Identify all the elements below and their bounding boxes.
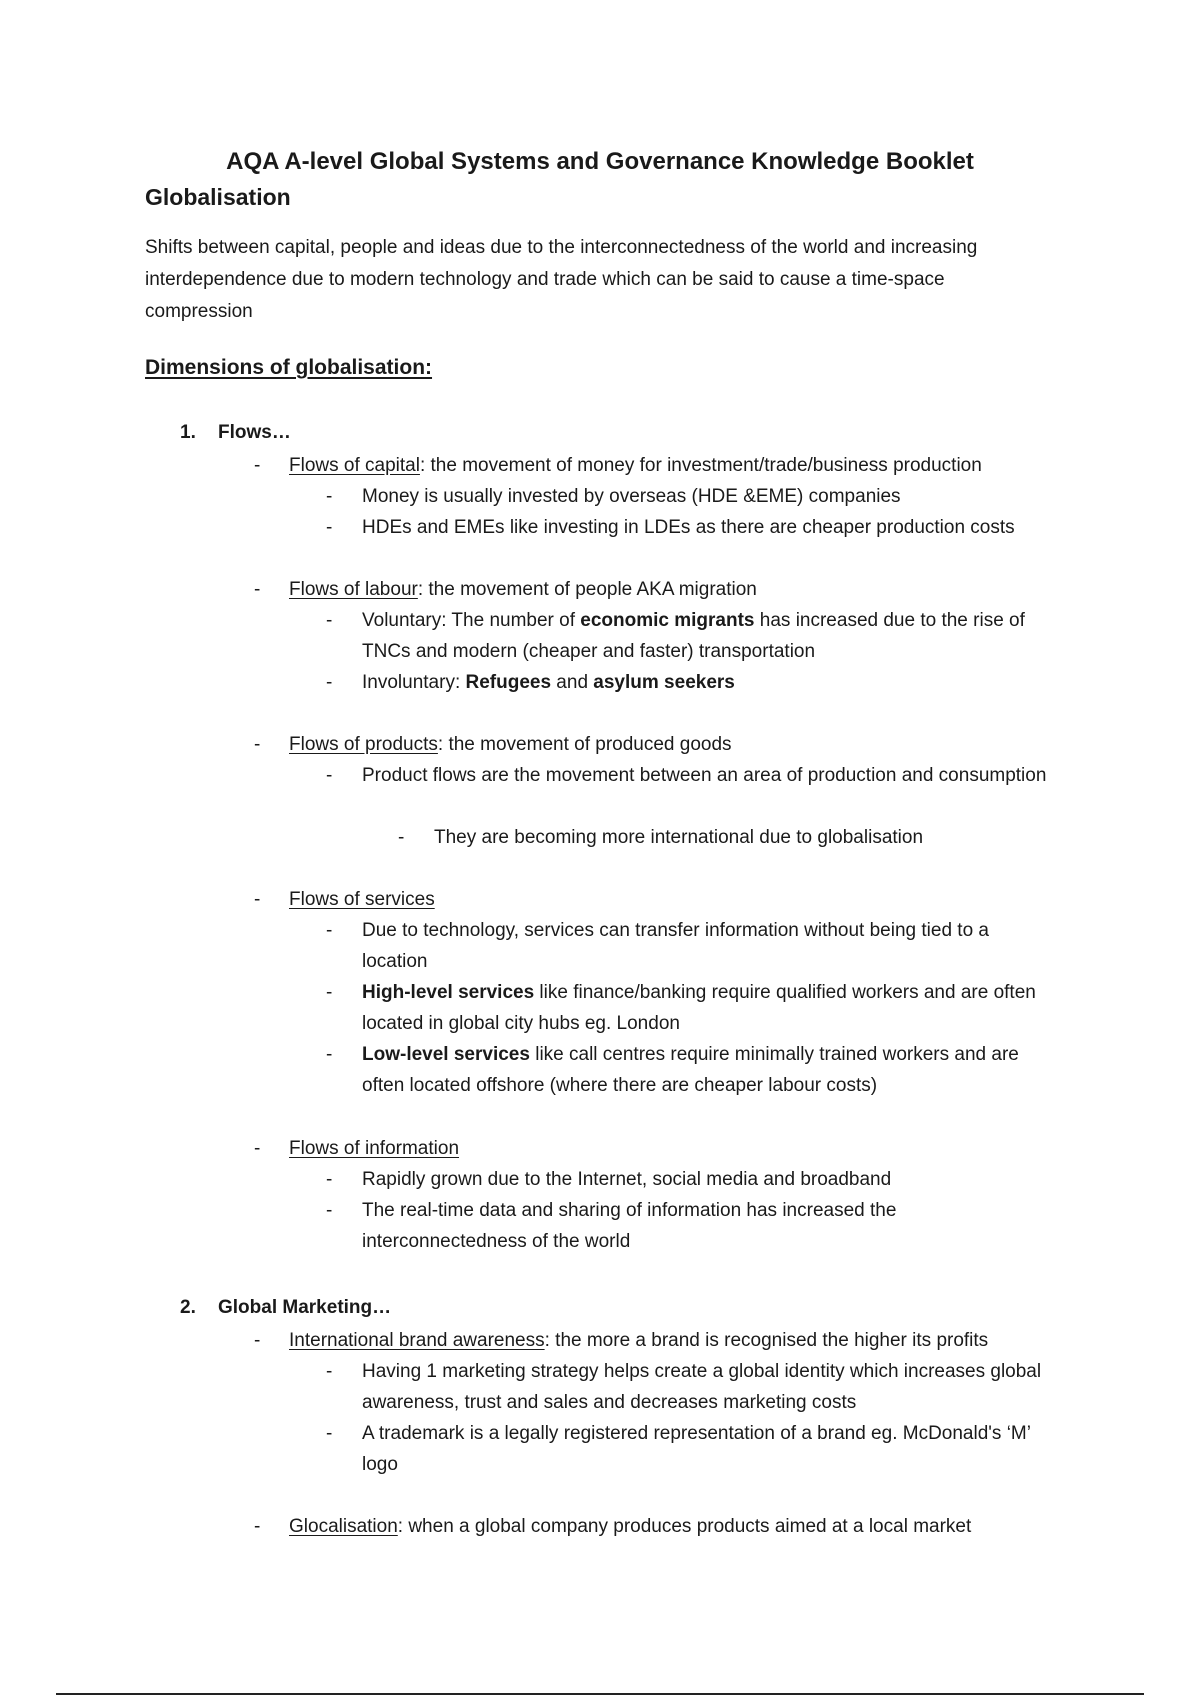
term: Flows of products xyxy=(289,734,438,755)
dash-marker: - xyxy=(326,517,333,538)
sub-bullet xyxy=(326,605,1056,667)
sub-bullet xyxy=(326,1356,1056,1418)
bold-term: economic migrants xyxy=(580,610,755,631)
sub-sub-bullet-text: They are becoming more international due to globalisation xyxy=(434,827,924,848)
term: Flows of information xyxy=(289,1138,460,1159)
sub-bullet-text: Having 1 marketing strategy helps create a global identity which increases global awareness, trust and sales and decreases marketing costs xyxy=(362,1361,1042,1413)
sub-sub-bullet xyxy=(398,822,1058,853)
sub-bullet-text xyxy=(362,977,1056,1039)
definition: : when a global company produces products aimed at a local market xyxy=(397,1516,972,1537)
dash-marker: - xyxy=(326,1044,333,1065)
sub-bullet xyxy=(326,1418,1056,1480)
bullet-international-brand-awareness xyxy=(254,1325,1074,1356)
sub-bullet-text: The real-time data and sharing of information has increased the interconnectedness of the world xyxy=(362,1200,897,1252)
item-label: Flows… xyxy=(218,422,291,443)
bold-term: High-level services xyxy=(362,982,535,1003)
item-number: 1. xyxy=(180,422,196,443)
term: Glocalisation xyxy=(289,1516,398,1537)
dash-marker: - xyxy=(326,610,333,631)
sub-bullet-text: A trademark is a legally registered representation of a brand eg. McDonald's ‘M’ logo xyxy=(362,1423,1031,1475)
sub-bullet xyxy=(326,512,1056,543)
sub-bullet xyxy=(326,1039,1056,1101)
definition: : the movement of money for investment/trade/business production xyxy=(419,455,982,476)
dash-marker: - xyxy=(326,1361,333,1382)
sub-bullet xyxy=(326,1195,1056,1257)
dash-marker: - xyxy=(254,579,261,600)
bullet-flows-of-labour xyxy=(254,574,1074,605)
term: International brand awareness xyxy=(289,1330,545,1351)
dash-marker: - xyxy=(254,889,261,910)
sub-bullet-text: Due to technology, services can transfer information without being tied to a location xyxy=(362,920,989,972)
dash-marker: - xyxy=(254,1138,261,1159)
bold-term: asylum seekers xyxy=(593,672,735,693)
sub-bullet xyxy=(326,481,1056,512)
sub-bullet-text: Product flows are the movement between an area of production and consumption xyxy=(362,765,1047,786)
dash-marker: - xyxy=(326,672,333,693)
bullet-flows-of-capital xyxy=(254,450,1074,481)
sub-bullet-text: HDEs and EMEs like investing in LDEs as there are cheaper production costs xyxy=(362,517,1015,538)
bullet-flows-of-information xyxy=(254,1133,1074,1164)
sub-bullet-text: Money is usually invested by overseas (HDE &EME) companies xyxy=(362,486,901,507)
definition: : the movement of produced goods xyxy=(437,734,732,755)
dash-marker: - xyxy=(254,455,261,476)
intro-paragraph: Shifts between capital, people and ideas due to the interconnectedness of the world and increasing interdependence due to modern technology and trade which can be said to cause a time-space compression xyxy=(145,237,978,322)
sub-bullet-text xyxy=(362,1039,1056,1101)
dash-marker: - xyxy=(326,486,333,507)
bullet-flows-of-services xyxy=(254,884,1074,915)
sub-bullet xyxy=(326,915,1056,977)
term: Flows of labour xyxy=(289,579,418,600)
item-number: 2. xyxy=(180,1297,196,1318)
dimensions-heading: Dimensions of globalisation: xyxy=(145,356,433,379)
bullet-flows-of-products xyxy=(254,729,1074,760)
sub-bullet xyxy=(326,1164,1056,1195)
dash-marker: - xyxy=(326,1200,333,1221)
definition: : the more a brand is recognised the higher its profits xyxy=(544,1330,989,1351)
sub-bullet xyxy=(326,667,1056,698)
dash-marker: - xyxy=(254,734,261,755)
sub-bullet xyxy=(326,977,1056,1039)
dash-marker: - xyxy=(398,827,405,848)
dash-marker: - xyxy=(326,1169,333,1190)
sub-bullet xyxy=(326,760,1056,791)
definition: : the movement of people AKA migration xyxy=(417,579,757,600)
text-run: Involuntary: xyxy=(362,672,466,693)
text-run: and xyxy=(551,672,594,693)
term: Flows of capital xyxy=(289,455,420,476)
dash-marker: - xyxy=(326,1423,333,1444)
sub-bullet-text xyxy=(362,667,1056,698)
dash-marker: - xyxy=(326,920,333,941)
text-run: Voluntary: The number of xyxy=(362,610,581,631)
sub-bullet-text: Rapidly grown due to the Internet, social media and broadband xyxy=(362,1169,892,1190)
dash-marker: - xyxy=(254,1330,261,1351)
item-label: Global Marketing… xyxy=(218,1297,392,1318)
bold-term: Low-level services xyxy=(362,1044,530,1065)
bullet-glocalisation xyxy=(254,1511,1074,1542)
footer-divider xyxy=(56,1693,1144,1695)
dash-marker: - xyxy=(326,982,333,1003)
document-title: AQA A-level Global Systems and Governance Knowledge Booklet xyxy=(226,148,974,175)
dash-marker: - xyxy=(254,1516,261,1537)
text-run: like finance/banking require qualified workers and are often located in global city hubs eg. London xyxy=(362,982,1036,1034)
section-title: Globalisation xyxy=(145,184,291,210)
text-run: has increased due to the rise of TNCs and modern (cheaper and faster) transportation xyxy=(362,610,1025,662)
dash-marker: - xyxy=(326,765,333,786)
sub-bullet-text xyxy=(362,605,1056,667)
text-run: like call centres require minimally trained workers and are often located offshore (where there are cheaper labour costs) xyxy=(362,1044,1019,1096)
bold-term: Refugees xyxy=(465,672,552,693)
term: Flows of services xyxy=(289,889,435,910)
